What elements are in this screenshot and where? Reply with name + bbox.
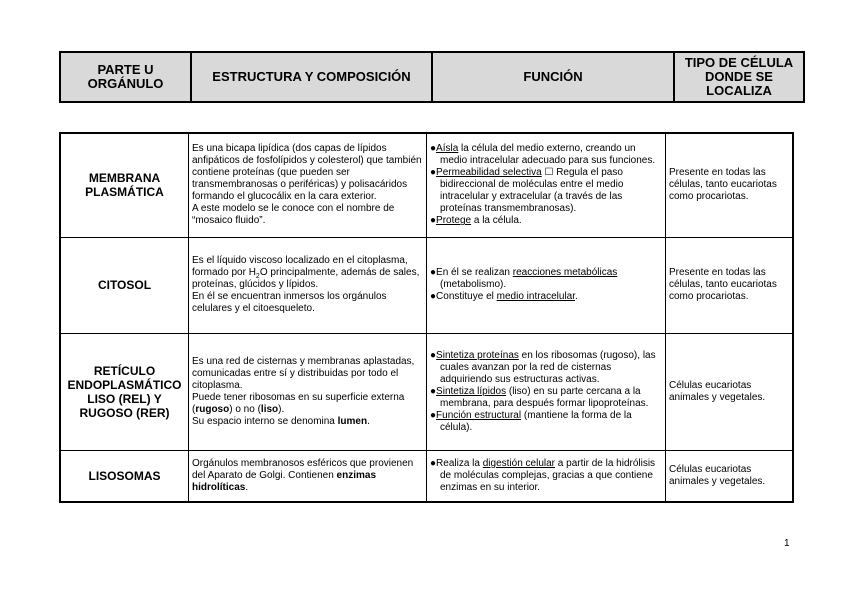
function-text: (metabolismo). <box>440 279 507 290</box>
function-keyword: Sintetiza lípidos <box>436 385 507 397</box>
function-keyword: Sintetiza proteínas <box>436 349 519 361</box>
function-text: Constituye el <box>436 291 497 302</box>
function-cell <box>427 333 666 450</box>
structure-text: Es una bicapa lipídica (dos capas de lípidos anfipáticos de fosfolípidos y colesterol) que también contiene proteínas (que pueden ser transmembranosas o periféricas) y polisacáridos formando el glucocálix en la cara exterior. <box>192 143 422 203</box>
bullet-icon: ● <box>430 267 437 278</box>
function-text: ☐ Regula el paso bidireccional de moléculas entre el medio intracelular y extracelular (a través de las proteínas transmembranosas). <box>440 167 624 215</box>
function-keyword: reacciones metabólicas <box>512 267 618 278</box>
structure-bold: lumen <box>337 415 368 427</box>
structure-segment: . <box>245 481 249 493</box>
part-name: MEMBRANA PLASMÁTICA <box>60 133 189 237</box>
function-item <box>430 410 662 434</box>
location-cell: Células eucariotas animales y vegetales. <box>666 450 794 502</box>
header-table <box>59 51 805 103</box>
function-text: en los ribosomas (rugoso), las cuales avanzan por la red de cisternas adquiriendo sus estructuras activas. <box>440 349 656 385</box>
function-keyword: digestión celular <box>482 457 556 469</box>
header-function: FUNCIÓN <box>432 52 674 102</box>
structure-segment: Puede tener ribosomas en su superficie externa ( <box>192 391 405 415</box>
table-row <box>60 450 793 502</box>
structure-text <box>192 255 423 291</box>
structure-segment: Orgánulos membranosos esféricos que provienen del Aparato de Golgi. Contienen <box>192 457 414 481</box>
function-item <box>430 267 662 291</box>
header-location: TIPO DE CÉLULA DONDE SE LOCALIZA <box>674 52 804 102</box>
function-keyword: Protege <box>436 215 472 227</box>
subscript: 2 <box>255 273 260 280</box>
structure-segment: Su espacio interno se denomina <box>192 415 338 427</box>
bullet-icon: ● <box>430 349 437 361</box>
function-text: . <box>575 291 578 302</box>
function-cell <box>427 450 666 502</box>
bullet-icon: ● <box>430 167 437 179</box>
location-cell: Células eucariotas animales y vegetales. <box>666 333 794 450</box>
location-cell: Presente en todas las células, tanto eucariotas como procariotas. <box>666 133 794 237</box>
structure-text <box>192 416 423 428</box>
structure-bold: enzimas hidrolíticas <box>192 469 377 493</box>
function-text: (liso) en su parte cercana a la membrana, para después formar lipoproteínas. <box>440 385 649 409</box>
structure-text <box>192 392 423 416</box>
function-keyword: medio intracelular <box>496 291 576 302</box>
function-item <box>430 143 662 167</box>
structure-segment: ) o no ( <box>229 403 261 415</box>
organelle-table <box>59 132 794 503</box>
table-row <box>60 133 793 237</box>
structure-cell <box>189 333 427 450</box>
structure-text <box>192 458 423 494</box>
structure-segment: O principalmente, además de sales, proteínas, glúcidos y lípidos. <box>192 267 420 290</box>
structure-text: Es una red de cisternas y membranas aplastadas, comunicadas entre sí y distribuidas por todo el citoplasma. <box>192 355 415 391</box>
function-text: Realiza la <box>436 457 483 469</box>
function-item <box>430 215 662 227</box>
table-row <box>60 237 793 333</box>
function-item <box>430 386 662 410</box>
function-cell <box>427 237 666 333</box>
function-item <box>430 458 662 494</box>
structure-segment: . <box>367 415 370 427</box>
function-text: a partir de la hidrólisis de moléculas complejas, gracias a que contiene enzimas en su interior. <box>440 457 656 493</box>
table-row <box>60 333 793 450</box>
bullet-icon: ● <box>430 457 437 469</box>
function-text: En él se realizan <box>436 267 513 278</box>
structure-text: A este modelo se le conoce con el nombre de “mosaico fluido”. <box>192 203 395 227</box>
function-text: (mantiene la forma de la célula). <box>440 409 632 433</box>
structure-bold: rugoso <box>195 403 230 415</box>
function-text: a la célula. <box>471 215 522 227</box>
location-cell: Presente en todas las células, tanto eucariotas como procariotas. <box>666 237 794 333</box>
function-keyword: Aísla <box>436 143 459 155</box>
page-number: 1 <box>784 538 790 549</box>
structure-segment: ). <box>278 403 285 415</box>
bullet-icon: ● <box>430 291 437 302</box>
part-name: LISOSOMAS <box>60 450 189 502</box>
bullet-icon: ● <box>430 409 437 421</box>
function-keyword: Función estructural <box>436 409 522 421</box>
function-item <box>430 167 662 215</box>
function-cell <box>427 133 666 237</box>
function-text: la célula del medio externo, creando un medio intracelular adecuado para sus funciones. <box>440 143 656 167</box>
part-name: RETÍCULO ENDOPLASMÁTICO LISO (REL) Y RUGOSO (RER) <box>60 333 189 450</box>
structure-cell <box>189 450 427 502</box>
header-row <box>60 52 804 102</box>
function-item <box>430 350 662 386</box>
structure-cell <box>189 237 427 333</box>
part-name: CITOSOL <box>60 237 189 333</box>
structure-bold: liso <box>260 403 279 415</box>
bullet-icon: ● <box>430 215 437 227</box>
header-structure: ESTRUCTURA Y COMPOSICIÓN <box>191 52 432 102</box>
function-item <box>430 291 662 303</box>
bullet-icon: ● <box>430 143 437 155</box>
structure-segment: Es el líquido viscoso localizado en el citoplasma, formado por H <box>192 255 408 278</box>
header-part: PARTE U ORGÁNULO <box>60 52 191 102</box>
function-keyword: Permeabilidad selectiva <box>436 167 542 179</box>
bullet-icon: ● <box>430 385 437 397</box>
structure-text: En él se encuentran inmersos los orgánulos celulares y el citoesqueleto. <box>192 291 387 314</box>
structure-cell <box>189 133 427 237</box>
